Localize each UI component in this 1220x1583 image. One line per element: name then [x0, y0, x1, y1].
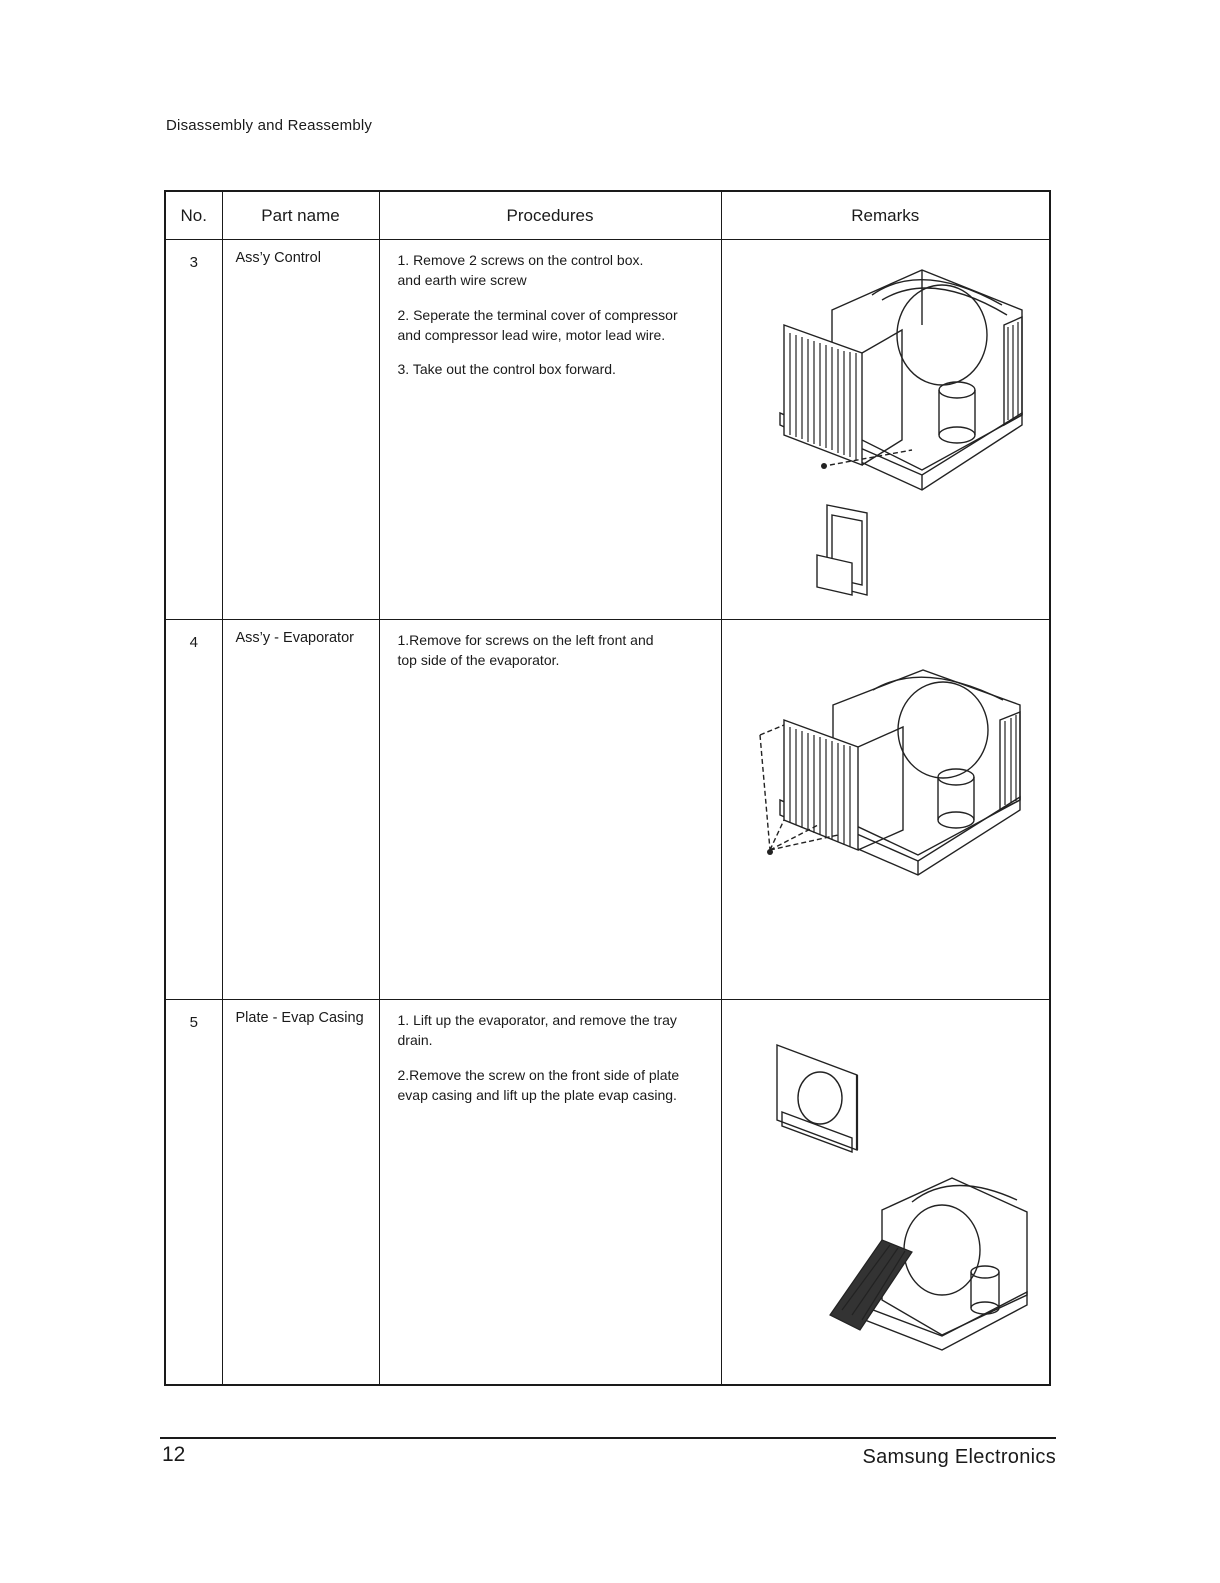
remarks-cell: [721, 240, 1050, 620]
row-number: 5: [165, 1000, 222, 1385]
procedure-step: 1. Lift up the evaporator, and remove the tray drain.: [397, 1012, 677, 1049]
part-name: Ass’y Control: [222, 240, 379, 620]
part-name: Ass’y - Evaporator: [222, 620, 379, 1000]
procedure-steps: [379, 240, 721, 620]
part-name: Plate - Evap Casing: [222, 1000, 379, 1385]
procedure-step: 2.Remove the screw on the front side of plate evap casing and lift up the plate evap casing.: [397, 1066, 680, 1103]
procedure-steps: [379, 620, 721, 1000]
remarks-cell: [721, 1000, 1050, 1385]
page-number: 12: [162, 1443, 186, 1466]
procedure-steps: [379, 1000, 721, 1385]
row-number: 3: [165, 240, 222, 620]
procedure-step: 2. Seperate the terminal cover of compressor and compressor lead wire, motor lead wire.: [397, 306, 678, 343]
procedure-step: 1.Remove for screws on the left front and top side of the evaporator.: [397, 632, 654, 669]
section-header: Disassembly and Reassembly: [166, 117, 373, 134]
evap-casing-plate-figure: [772, 1040, 1037, 1355]
header-remarks: Remarks: [721, 191, 1050, 240]
footer-rule: [160, 1437, 1056, 1439]
table-row: [165, 240, 1050, 620]
header-procedures: Procedures: [379, 191, 721, 240]
header-no: No.: [165, 191, 222, 240]
procedure-step: 3. Take out the control box forward.: [397, 361, 616, 378]
procedure-step: 1. Remove 2 screws on the control box. and earth wire screw: [397, 252, 644, 289]
table-header-row: [165, 191, 1050, 240]
table-row: [165, 620, 1050, 1000]
air-conditioner-evaporator-figure: [758, 665, 1033, 880]
row-number: 4: [165, 620, 222, 1000]
header-part-name: Part name: [222, 191, 379, 240]
company-name: Samsung Electronics: [862, 1446, 1056, 1468]
table-row: [165, 1000, 1050, 1385]
air-conditioner-control-box-figure: [772, 265, 1042, 600]
remarks-cell: [721, 620, 1050, 1000]
procedure-table: [164, 190, 1051, 1386]
